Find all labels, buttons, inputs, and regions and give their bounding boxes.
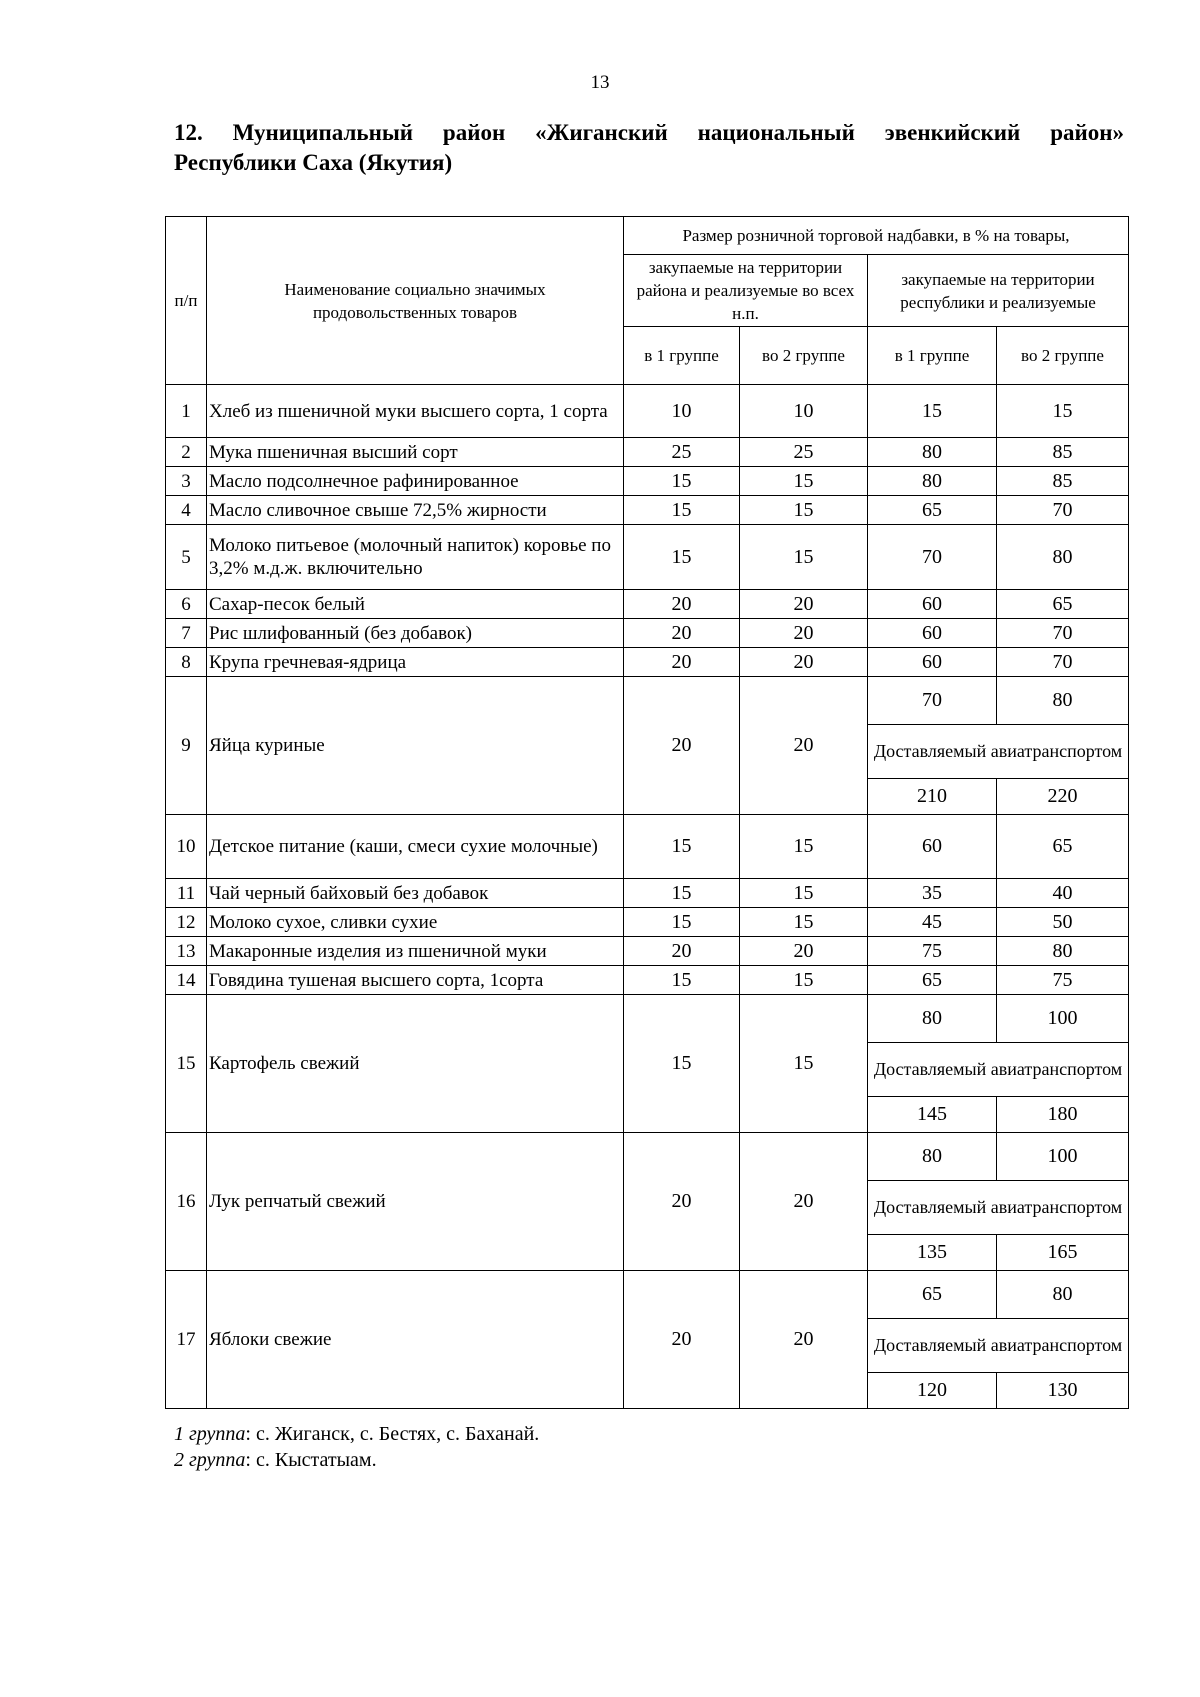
product-name: Молоко питьевое (молочный напиток) коровье по 3,2% м.д.ж. включительно [207, 525, 624, 590]
footnote-group-1 [174, 1421, 539, 1447]
footnote-label: 1 группа [174, 1423, 246, 1445]
row-number: 14 [166, 966, 207, 995]
product-name: Сахар-песок белый [207, 590, 624, 619]
footnote-text: : с. Жиганск, с. Бестях, с. Баханай. [245, 1423, 540, 1445]
avia-group2-value: 165 [997, 1235, 1129, 1271]
avia-delivery-label: Доставляемый авиатранспортом [868, 725, 1129, 779]
district-group1-value: 20 [624, 937, 740, 966]
row-number: 9 [166, 677, 207, 815]
republic-group2-value: 70 [997, 648, 1129, 677]
product-name: Говядина тушеная высшего сорта, 1сорта [207, 966, 624, 995]
avia-delivery-label: Доставляемый авиатранспортом [868, 1043, 1129, 1097]
district-group1-value: 20 [624, 677, 740, 815]
page-number: 13 [590, 72, 610, 93]
district-group2-value: 15 [740, 467, 868, 496]
table-row [166, 677, 1129, 725]
header-republic: закупаемые на территории республики и реализуемые [868, 255, 1129, 327]
district-group2-value: 20 [740, 677, 868, 815]
district-group2-value: 15 [740, 966, 868, 995]
republic-group2-value: 100 [997, 1133, 1129, 1181]
republic-group2-value: 85 [997, 467, 1129, 496]
avia-group2-value: 180 [997, 1097, 1129, 1133]
republic-group2-value: 80 [997, 1271, 1129, 1319]
republic-group2-value: 100 [997, 995, 1129, 1043]
district-group1-value: 15 [624, 815, 740, 879]
republic-group1-value: 65 [868, 496, 997, 525]
district-group1-value: 20 [624, 648, 740, 677]
table-row [166, 385, 1129, 438]
republic-group1-value: 60 [868, 590, 997, 619]
republic-group2-value: 80 [997, 677, 1129, 725]
district-group1-value: 20 [624, 619, 740, 648]
republic-group2-value: 75 [997, 966, 1129, 995]
title-line-2: Республики Саха (Якутия) [174, 150, 453, 175]
header-name: Наименование социально значимых продовольственных товаров [207, 217, 624, 385]
avia-delivery-label: Доставляемый авиатранспортом [868, 1181, 1129, 1235]
row-number: 10 [166, 815, 207, 879]
district-group1-value: 15 [624, 467, 740, 496]
republic-group1-value: 60 [868, 648, 997, 677]
footnotes [174, 1421, 539, 1473]
header-num: п/п [166, 217, 207, 385]
table-row [166, 525, 1129, 590]
republic-group2-value: 50 [997, 908, 1129, 937]
product-name: Крупа гречневая-ядрица [207, 648, 624, 677]
avia-group1-value: 135 [868, 1235, 997, 1271]
table-row [166, 815, 1129, 879]
district-group2-value: 15 [740, 879, 868, 908]
republic-group2-value: 65 [997, 815, 1129, 879]
product-name: Яблоки свежие [207, 1271, 624, 1409]
footnote-group-2 [174, 1447, 539, 1473]
table-row [166, 1271, 1129, 1319]
republic-group1-value: 65 [868, 1271, 997, 1319]
republic-group1-value: 80 [868, 438, 997, 467]
district-group1-value: 15 [624, 879, 740, 908]
product-name: Молоко сухое, сливки сухие [207, 908, 624, 937]
row-number: 2 [166, 438, 207, 467]
table-row [166, 937, 1129, 966]
row-number: 12 [166, 908, 207, 937]
district-group1-value: 15 [624, 966, 740, 995]
republic-group2-value: 65 [997, 590, 1129, 619]
avia-group1-value: 145 [868, 1097, 997, 1133]
footnote-text: : с. Кыстатыам. [245, 1449, 377, 1471]
republic-group1-value: 15 [868, 385, 997, 438]
avia-group2-value: 130 [997, 1373, 1129, 1409]
table-row [166, 467, 1129, 496]
republic-group1-value: 35 [868, 879, 997, 908]
district-group1-value: 10 [624, 385, 740, 438]
district-group2-value: 20 [740, 1271, 868, 1409]
product-name: Масло сливочное свыше 72,5% жирности [207, 496, 624, 525]
district-group1-value: 25 [624, 438, 740, 467]
header-row-1 [166, 217, 1129, 255]
product-name: Хлеб из пшеничной муки высшего сорта, 1 сорта [207, 385, 624, 438]
republic-group1-value: 65 [868, 966, 997, 995]
row-number: 13 [166, 937, 207, 966]
table-row [166, 590, 1129, 619]
product-name: Детское питание (каши, смеси сухие молочные) [207, 815, 624, 879]
header-group1-district: в 1 группе [624, 327, 740, 385]
header-group2-republic: во 2 группе [997, 327, 1129, 385]
district-group2-value: 15 [740, 525, 868, 590]
table-row [166, 1133, 1129, 1181]
republic-group1-value: 70 [868, 525, 997, 590]
republic-group2-value: 80 [997, 937, 1129, 966]
republic-group1-value: 80 [868, 995, 997, 1043]
product-name: Картофель свежий [207, 995, 624, 1133]
table-row [166, 879, 1129, 908]
district-group1-value: 20 [624, 590, 740, 619]
row-number: 11 [166, 879, 207, 908]
republic-group1-value: 80 [868, 1133, 997, 1181]
header-group2-district: во 2 группе [740, 327, 868, 385]
row-number: 6 [166, 590, 207, 619]
table-row [166, 496, 1129, 525]
republic-group1-value: 45 [868, 908, 997, 937]
row-number: 16 [166, 1133, 207, 1271]
table-row [166, 438, 1129, 467]
republic-group1-value: 60 [868, 619, 997, 648]
header-markup: Размер розничной торговой надбавки, в % на товары, [624, 217, 1129, 255]
table-row [166, 995, 1129, 1043]
table-row [166, 966, 1129, 995]
avia-delivery-label: Доставляемый авиатранспортом [868, 1319, 1129, 1373]
district-group1-value: 15 [624, 995, 740, 1133]
row-number: 4 [166, 496, 207, 525]
avia-group1-value: 210 [868, 779, 997, 815]
header-group1-republic: в 1 группе [868, 327, 997, 385]
district-group2-value: 20 [740, 590, 868, 619]
table-row [166, 619, 1129, 648]
table-row [166, 648, 1129, 677]
product-name: Макаронные изделия из пшеничной муки [207, 937, 624, 966]
title-line-1: 12. Муниципальный район «Жиганский национальный эвенкийский район» [174, 120, 1124, 145]
row-number: 5 [166, 525, 207, 590]
district-group2-value: 15 [740, 496, 868, 525]
district-group2-value: 15 [740, 995, 868, 1133]
republic-group2-value: 15 [997, 385, 1129, 438]
republic-group2-value: 70 [997, 619, 1129, 648]
row-number: 3 [166, 467, 207, 496]
republic-group1-value: 75 [868, 937, 997, 966]
footnote-label: 2 группа [174, 1449, 246, 1471]
district-group2-value: 20 [740, 1133, 868, 1271]
row-number: 15 [166, 995, 207, 1133]
document-title [174, 118, 1124, 178]
district-group1-value: 20 [624, 1133, 740, 1271]
republic-group1-value: 60 [868, 815, 997, 879]
district-group2-value: 15 [740, 908, 868, 937]
avia-group1-value: 120 [868, 1373, 997, 1409]
row-number: 17 [166, 1271, 207, 1409]
republic-group2-value: 40 [997, 879, 1129, 908]
district-group2-value: 20 [740, 619, 868, 648]
district-group1-value: 15 [624, 908, 740, 937]
district-group1-value: 15 [624, 525, 740, 590]
avia-group2-value: 220 [997, 779, 1129, 815]
product-name: Лук репчатый свежий [207, 1133, 624, 1271]
product-name: Рис шлифованный (без добавок) [207, 619, 624, 648]
product-name: Мука пшеничная высший сорт [207, 438, 624, 467]
republic-group1-value: 80 [868, 467, 997, 496]
row-number: 8 [166, 648, 207, 677]
product-name: Чай черный байховый без добавок [207, 879, 624, 908]
district-group1-value: 15 [624, 496, 740, 525]
district-group2-value: 25 [740, 438, 868, 467]
table-row [166, 908, 1129, 937]
product-name: Яйца куриные [207, 677, 624, 815]
district-group2-value: 15 [740, 815, 868, 879]
district-group2-value: 20 [740, 648, 868, 677]
header-district: закупаемые на территории района и реализуемые во всех н.п. [624, 255, 868, 327]
republic-group1-value: 70 [868, 677, 997, 725]
republic-group2-value: 70 [997, 496, 1129, 525]
district-group2-value: 20 [740, 937, 868, 966]
republic-group2-value: 85 [997, 438, 1129, 467]
district-group2-value: 10 [740, 385, 868, 438]
markup-table [165, 216, 1129, 1409]
row-number: 7 [166, 619, 207, 648]
district-group1-value: 20 [624, 1271, 740, 1409]
product-name: Масло подсолнечное рафинированное [207, 467, 624, 496]
row-number: 1 [166, 385, 207, 438]
table-body [166, 217, 1129, 1409]
republic-group2-value: 80 [997, 525, 1129, 590]
